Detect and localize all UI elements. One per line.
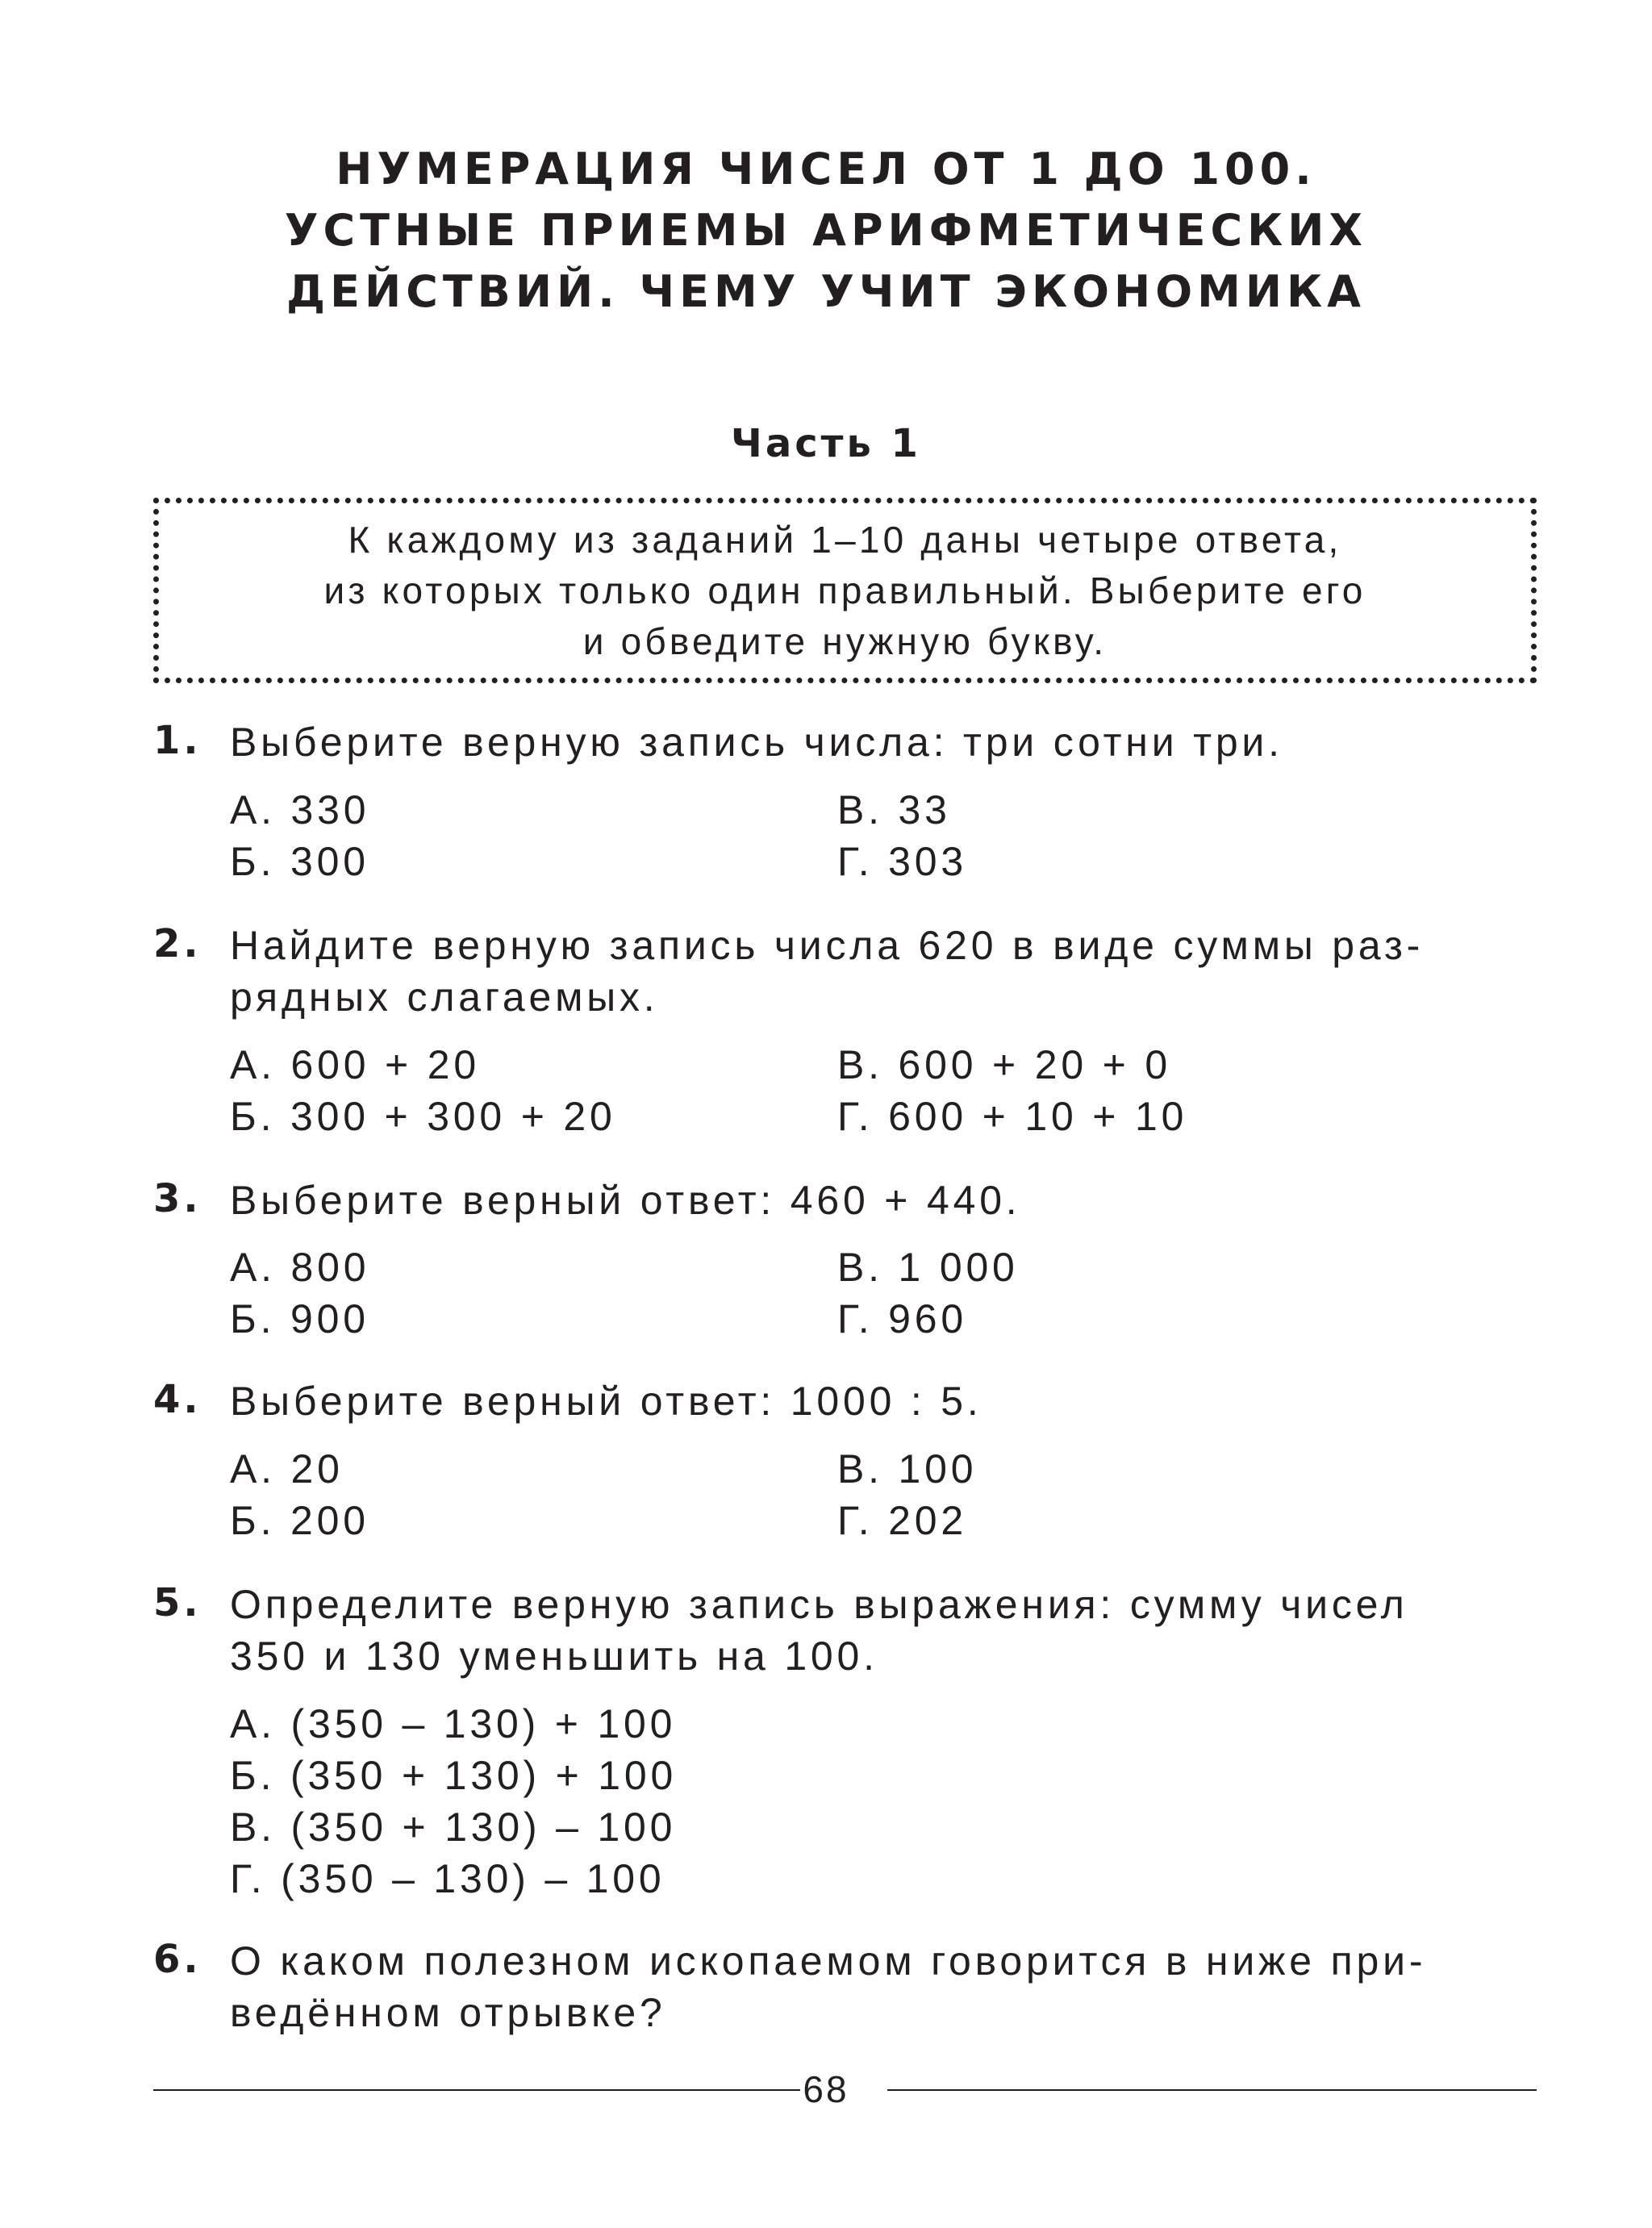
question-text-line-1: О каком полезном ископаемом говорится в ниже при-: [230, 1938, 1427, 1984]
question-number: 4.: [153, 1377, 202, 1422]
question-number: 1.: [153, 718, 202, 763]
answer-option-g[interactable]: Г. 303: [837, 839, 967, 884]
chapter-title-line-3: ДЕЙСТВИЙ. ЧЕМУ УЧИТ ЭКОНОМИКА: [286, 266, 1366, 317]
answer-option-v[interactable]: В. 1 000: [837, 1245, 1019, 1290]
chapter-title-line-1: НУМЕРАЦИЯ ЧИСЕЛ ОТ 1 ДО 100.: [336, 144, 1316, 194]
question-text-line-2: ведённом отрывке?: [230, 1990, 666, 2035]
question-number: 6.: [153, 1937, 202, 1982]
answer-option-g[interactable]: Г. 600 + 10 + 10: [837, 1094, 1188, 1139]
question-number: 5.: [153, 1580, 202, 1625]
answer-option-b[interactable]: Б. (350 + 130) + 100: [230, 1753, 678, 1798]
answer-option-v[interactable]: В. 100: [837, 1446, 978, 1492]
answer-option-v[interactable]: В. 33: [837, 787, 951, 832]
question-text-line-2: рядных слагаемых.: [230, 974, 659, 1020]
answer-option-b[interactable]: Б. 300 + 300 + 20: [230, 1094, 616, 1139]
question-text-line-1: Найдите верную запись числа 620 в виде суммы раз-: [230, 923, 1425, 968]
instruction-line-3: и обведите нужную букву.: [582, 620, 1108, 662]
part-heading: Часть 1: [731, 421, 921, 466]
answer-option-v[interactable]: В. (350 + 130) – 100: [230, 1805, 677, 1850]
footer-rule-right: [887, 2089, 1537, 2091]
page-number: 68: [803, 2068, 849, 2110]
answer-option-g[interactable]: Г. (350 – 130) – 100: [230, 1856, 665, 1901]
answer-option-a[interactable]: А. (350 – 130) + 100: [230, 1701, 677, 1746]
answer-option-b[interactable]: Б. 300: [230, 839, 369, 884]
chapter-title-line-2: УСТНЫЕ ПРИЕМЫ АРИФМЕТИЧЕСКИХ: [284, 205, 1368, 256]
answer-option-a[interactable]: А. 330: [230, 787, 370, 832]
instruction-line-1: К каждому из заданий 1–10 даны четыре ответа,: [348, 518, 1342, 561]
chapter-title: [0, 139, 1652, 323]
answer-option-b[interactable]: Б. 200: [230, 1498, 369, 1543]
answer-option-a[interactable]: А. 600 + 20: [230, 1042, 480, 1087]
answer-option-g[interactable]: Г. 202: [837, 1498, 967, 1543]
question-text-line-2: 350 и 130 уменьшить на 100.: [230, 1633, 878, 1679]
answer-option-a[interactable]: А. 800: [230, 1245, 370, 1290]
answer-option-v[interactable]: В. 600 + 20 + 0: [837, 1042, 1171, 1087]
question-number: 3.: [153, 1176, 202, 1221]
question-text: Выберите верную запись числа: три сотни три.: [230, 720, 1283, 765]
answer-option-g[interactable]: Г. 960: [837, 1296, 967, 1341]
instruction-line-2: из которых только один правильный. Выберите его: [323, 569, 1366, 611]
question-number: 2.: [153, 921, 202, 966]
question-text: Выберите верный ответ: 460 + 440.: [230, 1178, 1021, 1223]
question-text: Выберите верный ответ: 1000 : 5.: [230, 1379, 982, 1424]
question-text-line-1: Определите верную запись выражения: сумму чисел: [230, 1582, 1408, 1627]
instruction-box: [153, 498, 1537, 683]
answer-option-a[interactable]: А. 20: [230, 1446, 344, 1492]
answer-option-b[interactable]: Б. 900: [230, 1296, 369, 1341]
